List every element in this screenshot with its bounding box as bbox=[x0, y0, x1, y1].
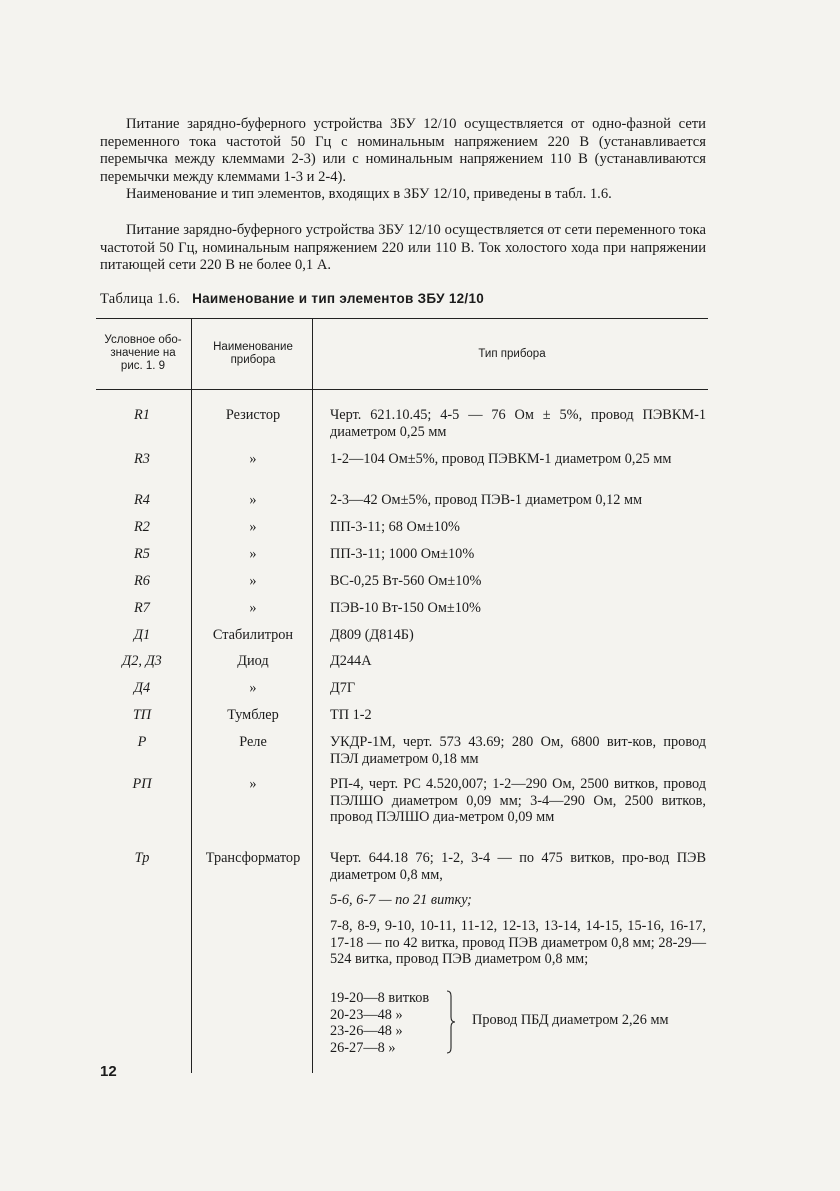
row-r3-name: » bbox=[249, 451, 257, 467]
row-p-ref: Р bbox=[137, 734, 147, 750]
page-number: 12 bbox=[100, 1063, 117, 1080]
row-d2d3-type: Д244А bbox=[330, 653, 372, 669]
row-r7-name: » bbox=[249, 600, 257, 616]
column-divider-2 bbox=[312, 318, 313, 1073]
row-r1-ref: R1 bbox=[134, 407, 150, 423]
row-r3-ref: R3 bbox=[134, 451, 150, 467]
row-r4-name: » bbox=[249, 492, 257, 508]
header-type: Тип прибора bbox=[478, 348, 546, 360]
row-tp-name: Тумблер bbox=[227, 707, 279, 723]
row-r5-ref: R5 bbox=[134, 546, 150, 562]
row-r5-type: ПП-3-11; 1000 Ом±10% bbox=[330, 546, 475, 562]
row-rp-name: » bbox=[249, 776, 257, 792]
row-r6-name: » bbox=[249, 573, 257, 589]
row-r2-name: » bbox=[249, 519, 257, 535]
header-name: Наименование прибора bbox=[213, 341, 293, 366]
tr-winding-line-3: 23-26—48 » bbox=[330, 1023, 403, 1039]
row-d1-name: Стабилитрон bbox=[212, 627, 294, 643]
table-caption-label: Таблица 1.6. bbox=[100, 291, 181, 307]
column-divider-1 bbox=[191, 318, 192, 1073]
row-r6-type: ВС-0,25 Вт-560 Ом±10% bbox=[330, 573, 482, 589]
row-r4-type: 2-3—42 Ом±5%, провод ПЭВ-1 диаметром 0,12 мм bbox=[330, 492, 643, 508]
table-top-rule bbox=[96, 318, 708, 319]
tr-winding-group bbox=[330, 990, 706, 1056]
row-r7-ref: R7 bbox=[134, 600, 150, 616]
row-r6-ref: R6 bbox=[134, 573, 150, 589]
paragraph-2: Наименование и тип элементов, входящих в ЗБУ 12/10, приведены в табл. 1.6. bbox=[126, 186, 612, 202]
row-p-type: УКДР-1М, черт. 573 43.69; 280 Ом, 6800 вит-ков, провод ПЭЛ диаметром 0,18 мм bbox=[330, 734, 706, 767]
row-d4-ref: Д4 bbox=[133, 680, 151, 696]
row-r5-name: » bbox=[249, 546, 257, 562]
row-d1-ref: Д1 bbox=[133, 627, 151, 643]
table-header-rule bbox=[96, 389, 708, 390]
paragraph-3: Питание зарядно-буферного устройства ЗБУ 12/10 осуществляется от сети переменного тока частотой 50 Гц, номинальным напряжением 220 или 110 В. Ток холостого хода при напряжении питающей сети 220 В не более 0,1 А. bbox=[100, 222, 706, 273]
row-r2-ref: R2 bbox=[134, 519, 150, 535]
paragraph-1: Питание зарядно-буферного устройства ЗБУ 12/10 осуществляется от одно-фазной сети переменного тока частотой 50 Гц с номинальным напряжением 220 В (устанавливается перемычка между клеммами 2-3) или с номинальным напряжением 110 В (устанавливаются перемычки между клеммами 1-3 и 2-4). bbox=[100, 116, 706, 185]
row-r2-type: ПП-3-11; 68 Ом±10% bbox=[330, 519, 460, 535]
tr-winding-note: Провод ПБД диаметром 2,26 мм bbox=[472, 1012, 669, 1028]
row-tr-name: Трансформатор bbox=[205, 850, 301, 866]
row-tp-ref: ТП bbox=[132, 707, 152, 723]
row-r1-type: Черт. 621.10.45; 4-5 — 76 Ом ± 5%, провод ПЭВКМ-1 диаметром 0,25 мм bbox=[330, 407, 706, 440]
curly-brace-icon bbox=[446, 990, 456, 1054]
row-tr-type: Черт. 644.18 76; 1-2, 3-4 — по 475 витков, про-вод ПЭВ диаметром 0,8 мм, bbox=[330, 850, 706, 883]
row-d2d3-name: Диод bbox=[237, 653, 269, 669]
row-r4-ref: R4 bbox=[134, 492, 150, 508]
tr-winding-line-2: 20-23—48 » bbox=[330, 1006, 403, 1023]
table-caption bbox=[100, 291, 484, 308]
tr-winding-line-1: 19-20—8 витков bbox=[330, 990, 430, 1006]
row-d1-type: Д809 (Д814Б) bbox=[330, 627, 414, 643]
row-d2d3-ref: Д2, Д3 bbox=[122, 653, 162, 669]
row-rp-type: РП-4, черт. РС 4.520,007; 1-2—290 Ом, 2500 витков, провод ПЭЛШО диаметром 0,09 мм; 3-4—290 Ом, 2500 витков, провод ПЭЛШО диа-метром 0,09 мм bbox=[330, 776, 706, 825]
table-caption-title: Наименование и тип элементов ЗБУ 12/10 bbox=[192, 291, 485, 306]
row-tr-ref: Тр bbox=[134, 850, 150, 866]
row-r1-name: Резистор bbox=[225, 407, 281, 423]
row-tr-type-line-2: 5-6, 6-7 — по 21 витку; bbox=[330, 892, 472, 908]
row-d4-type: Д7Г bbox=[330, 680, 356, 696]
row-d4-name: » bbox=[249, 680, 257, 696]
row-p-name: Реле bbox=[239, 734, 267, 750]
row-rp-ref: РП bbox=[132, 776, 152, 792]
row-r7-type: ПЭВ-10 Вт-150 Ом±10% bbox=[330, 600, 481, 616]
row-tr-type-line-3: 7-8, 8-9, 9-10, 10-11, 11-12, 12-13, 13-14, 14-15, 15-16, 16-17, 17-18 — по 42 витка, провод ПЭВ диаметром 0,8 мм; 28-29—524 витка, провод ПЭВ диаметром 0,8 мм; bbox=[330, 918, 706, 967]
row-r3-type: 1-2—104 Ом±5%, провод ПЭВКМ-1 диаметром 0,25 мм bbox=[330, 451, 672, 467]
tr-winding-lines bbox=[330, 990, 446, 1056]
tr-winding-line-4: 26-27—8 » bbox=[330, 1039, 396, 1056]
header-ref: Условное обо-значение на рис. 1. 9 bbox=[104, 334, 182, 372]
row-tp-type: ТП 1-2 bbox=[330, 707, 372, 723]
